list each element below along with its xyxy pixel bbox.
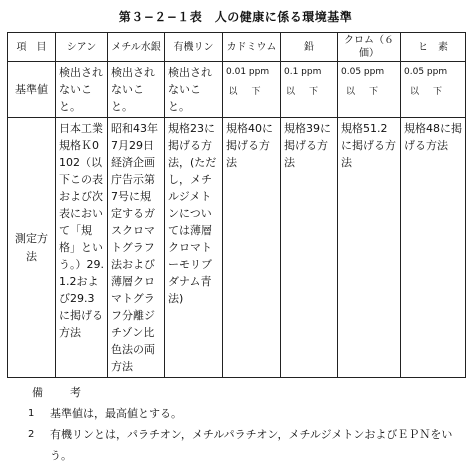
header-item: 項 目	[8, 33, 56, 62]
standard-cell	[401, 62, 466, 118]
standard-qualifier: 以下	[228, 87, 275, 97]
note-item	[28, 403, 458, 424]
header-chromium: クロム（６価）	[338, 33, 401, 62]
method-cell: 昭和43年7月29日経済企画庁告示第7号に規定するガスクロマトグラフ法および薄層クロマトグラフ分離ジチゾン比色法の両方法	[108, 118, 165, 378]
note-text: 有機リンとは，パラチオン，メチルパラチオン，メチルジメトンおよびＥＰＮをいう。	[50, 428, 453, 462]
header-cyanide: シアン	[56, 33, 108, 62]
standard-qualifier: 以下	[285, 87, 332, 97]
standard-cell	[338, 62, 401, 118]
method-label: 測定方法	[8, 118, 56, 378]
note-text: 基準値は，最高値とする。	[50, 407, 182, 420]
standard-value: 0.05 ppm	[404, 67, 448, 77]
standard-value: 0.1 ppm	[284, 67, 322, 77]
header-methylmercury: メチル水銀	[108, 33, 165, 62]
notes-heading: 備 考	[32, 386, 89, 399]
note-item	[28, 424, 458, 466]
note-number: 1	[28, 408, 35, 419]
table-title: 第３−２−１表 人の健康に係る環境基準	[118, 10, 353, 24]
header-arsenic: ヒ 素	[401, 33, 466, 62]
method-cell: 規格40に掲げる方法	[223, 118, 281, 378]
standard-cell: 検出されないこと。	[108, 62, 165, 118]
standard-cell	[281, 62, 338, 118]
note-number: 2	[28, 429, 35, 440]
standard-qualifier: 以下	[345, 87, 392, 97]
standard-row	[8, 62, 466, 118]
header-cadmium: カドミウム	[223, 33, 281, 62]
standard-qualifier: 以下	[409, 87, 456, 97]
method-cell: 規格23に掲げる方法，(ただし，メチルジメトンについては薄層クロマトーモリブダナム青法)	[165, 118, 223, 378]
method-cell: 規格39に掲げる方法	[281, 118, 338, 378]
header-row	[8, 33, 466, 62]
standard-cell	[223, 62, 281, 118]
environmental-standards-table	[7, 32, 466, 378]
standard-cell: 検出されないこと。	[56, 62, 108, 118]
header-lead: 鉛	[281, 33, 338, 62]
standard-value: 0.05 ppm	[341, 67, 385, 77]
notes-section	[28, 382, 458, 466]
standard-value: 0.01 ppm	[226, 67, 270, 77]
standard-cell: 検出されないこと。	[165, 62, 223, 118]
method-cell: 日本工業規格Ｋ0102（以下この表および次表において「規格」という。）29.1.2およ び29.3に掲げる方法	[56, 118, 108, 378]
method-cell: 規格51.2に掲げる方法	[338, 118, 401, 378]
standard-label: 基準値	[8, 62, 56, 118]
method-row	[8, 118, 466, 378]
header-organophosphorus: 有機リン	[165, 33, 223, 62]
method-cell: 規格48に掲げる方法	[401, 118, 466, 378]
